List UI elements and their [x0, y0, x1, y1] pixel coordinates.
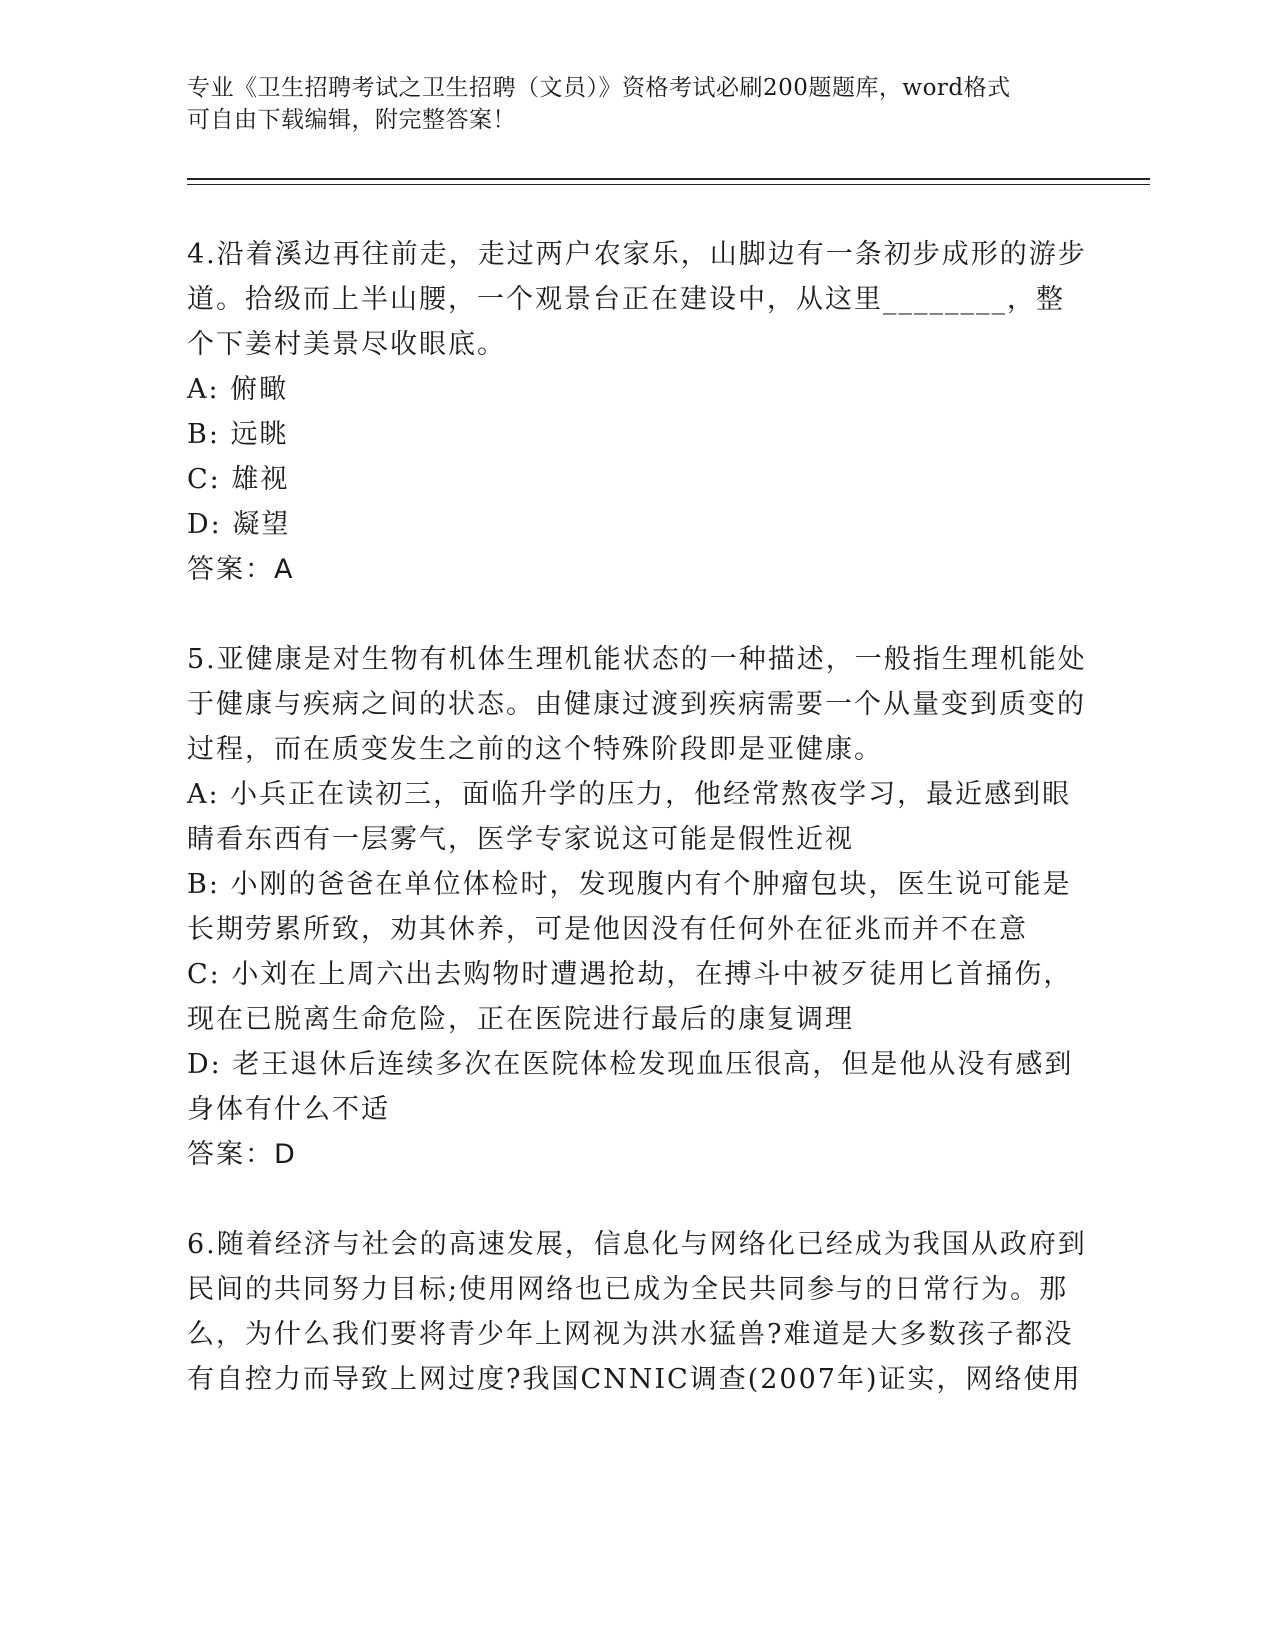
- option-a: A: 小兵正在读初三，面临升学的压力，他经常熬夜学习，最近感到眼睛看东西有一层雾气，医学专家说这可能是假性近视: [187, 779, 1072, 855]
- option-d: D: 老王退休后连续多次在医院体检发现血压很高，但是他从没有感到身体有什么不适: [187, 1049, 1074, 1125]
- question-6: [187, 1222, 1087, 1402]
- option-b: B: 小刚的爸爸在单位体检时，发现腹内有个肿瘤包块，医生说可能是长期劳累所致，劝其休养，可是他因没有任何外在征兆而并不在意: [187, 869, 1072, 945]
- question-4: [187, 232, 1087, 592]
- option-a: A: 俯瞰: [187, 374, 289, 405]
- header-line-2: 可自由下载编辑，附完整答案！: [187, 107, 516, 133]
- option-b: B: 远眺: [187, 419, 289, 450]
- option-c: C: 雄视: [187, 464, 290, 495]
- option-c: C: 小刘在上周六出去购物时遭遇抢劫，在搏斗中被歹徒用匕首捅伤，现在已脱离生命危险，正在医院进行最后的康复调理: [187, 959, 1073, 1035]
- question-stem: 6.随着经济与社会的高速发展，信息化与网络化已经成为我国从政府到民间的共同努力目标;使用网络也已成为全民共同参与的日常行为。那么，为什么我们要将青少年上网视为洪水猛兽?难道是大多数孩子都没有自控力而导致上网过度?我国CNNIC调查(2007年)证实，网络使用: [187, 1229, 1087, 1395]
- header-line-1: 专业《卫生招聘考试之卫生招聘（文员）》资格考试必刷200题题库，word格式: [187, 75, 1011, 101]
- document-header: [187, 72, 1067, 136]
- answer-line: 答案：D: [187, 1139, 297, 1170]
- question-list: [187, 232, 1087, 1447]
- question-5: [187, 637, 1087, 1177]
- option-d: D: 凝望: [187, 509, 291, 540]
- question-stem: 5.亚健康是对生物有机体生理机能状态的一种描述，一般指生理机能处于健康与疾病之间的状态。由健康过渡到疾病需要一个从量变到质变的过程，而在质变发生之前的这个特殊阶段即是亚健康。: [187, 644, 1087, 765]
- question-stem: 4.沿着溪边再往前走，走过两户农家乐，山脚边有一条初步成形的游步道。拾级而上半山腰，一个观景台正在建设中，从这里________，整个下姜村美景尽收眼底。: [187, 239, 1087, 360]
- header-divider-thin: [187, 184, 1150, 185]
- header-divider-thick: [187, 178, 1150, 180]
- answer-line: 答案：A: [187, 554, 295, 585]
